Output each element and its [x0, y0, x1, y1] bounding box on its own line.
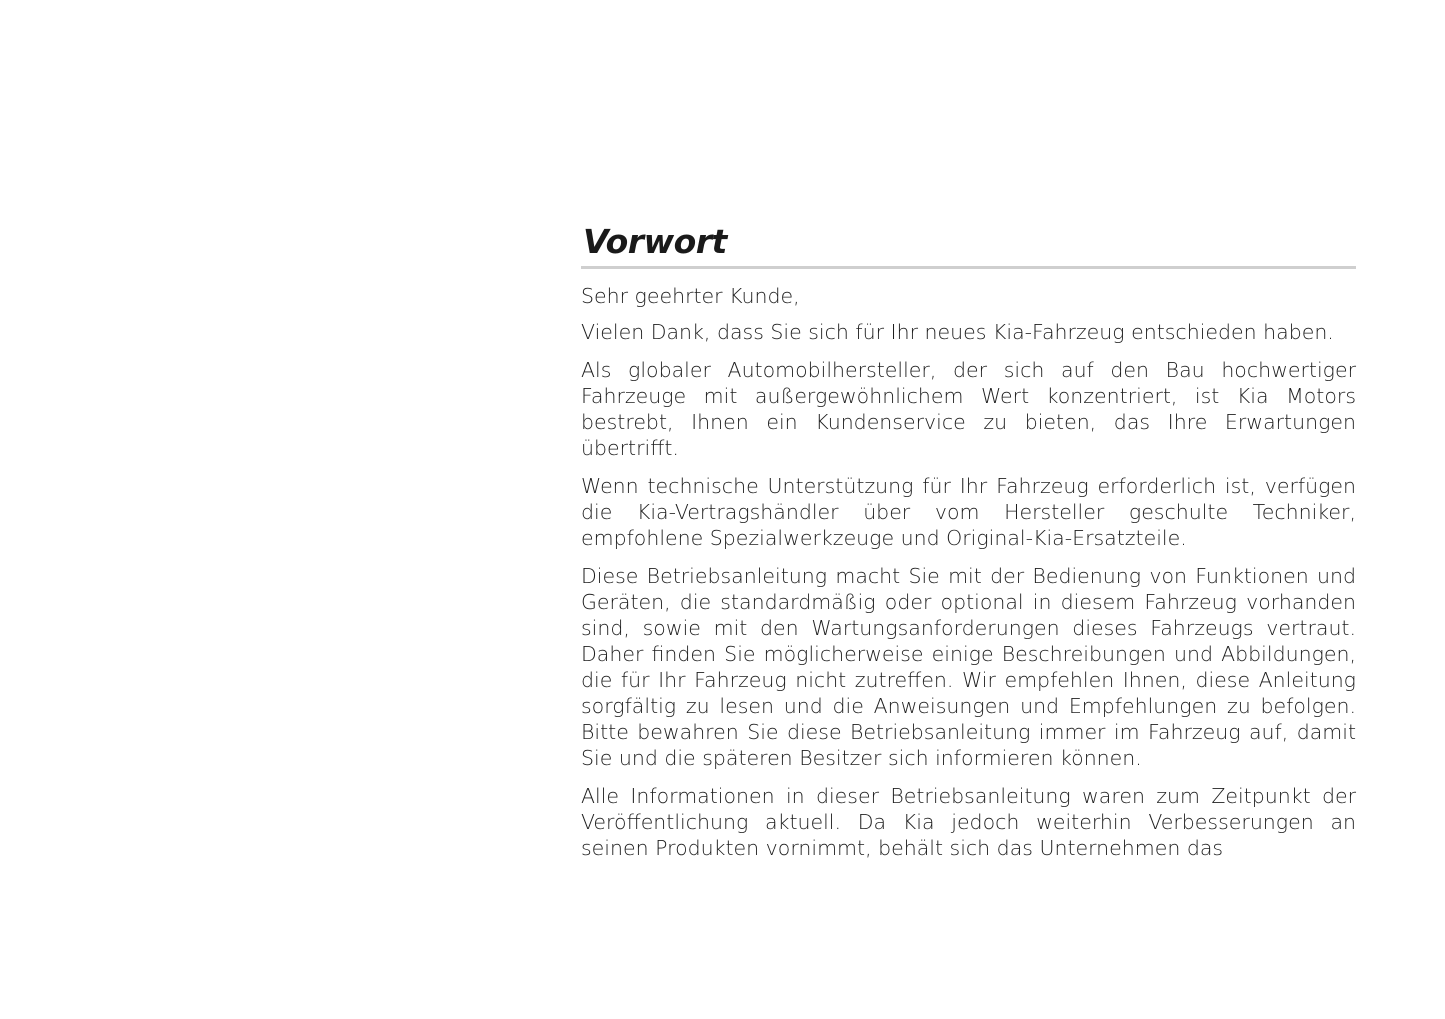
page-column	[581, 222, 1356, 873]
paragraph-information-validity: Alle Informationen in dieser Betriebsanleitung waren zum Zeitpunkt der Veröffentlichung aktuell. Da Kia jedoch weiterhin Verbesserungen an seinen Produkten vornimmt, behält sich das Unternehmen das	[581, 784, 1356, 860]
paragraph-technical-support: Wenn technische Unterstützung für Ihr Fahrzeug erforderlich ist, verfügen die Kia-Vertragshändler über vom Hersteller geschulte Techniker, empfohlene Spezialwerkzeuge und Original-Kia-Ersatzteile.	[581, 474, 1356, 550]
paragraph-thanks: Vielen Dank, dass Sie sich für Ihr neues Kia-Fahrzeug entschieden haben.	[581, 320, 1334, 344]
salutation: Sehr geehrter Kunde,	[581, 284, 800, 308]
paragraph-manual-usage: Diese Betriebsanleitung macht Sie mit der Bedienung von Funktionen und Geräten, die standardmäßig oder optional in diesem Fahrzeug vorhanden sind, sowie mit den Wartungsanforderungen dieses Fahrzeugs vertraut. Daher finden Sie möglicherweise einige Beschreibungen und Abbildungen, die für Ihr Fahrzeug nicht zutreffen. Wir empfehlen Ihnen, diese Anleitung sorgfältig zu lesen und die Anweisungen und Empfehlungen zu befolgen. Bitte bewahren Sie diese Betriebsanleitung immer im Fahrzeug auf, damit Sie und die späteren Besitzer sich informieren können.	[581, 564, 1356, 770]
page-title: Vorwort	[583, 222, 727, 261]
paragraph-manufacturer: Als globaler Automobilhersteller, der sich auf den Bau hochwertiger Fahrzeuge mit außergewöhnlichem Wert konzentriert, ist Kia Motors bestrebt, Ihnen ein Kundenservice zu bieten, das Ihre Erwartungen übertrifft.	[581, 358, 1356, 460]
title-divider	[581, 266, 1356, 269]
